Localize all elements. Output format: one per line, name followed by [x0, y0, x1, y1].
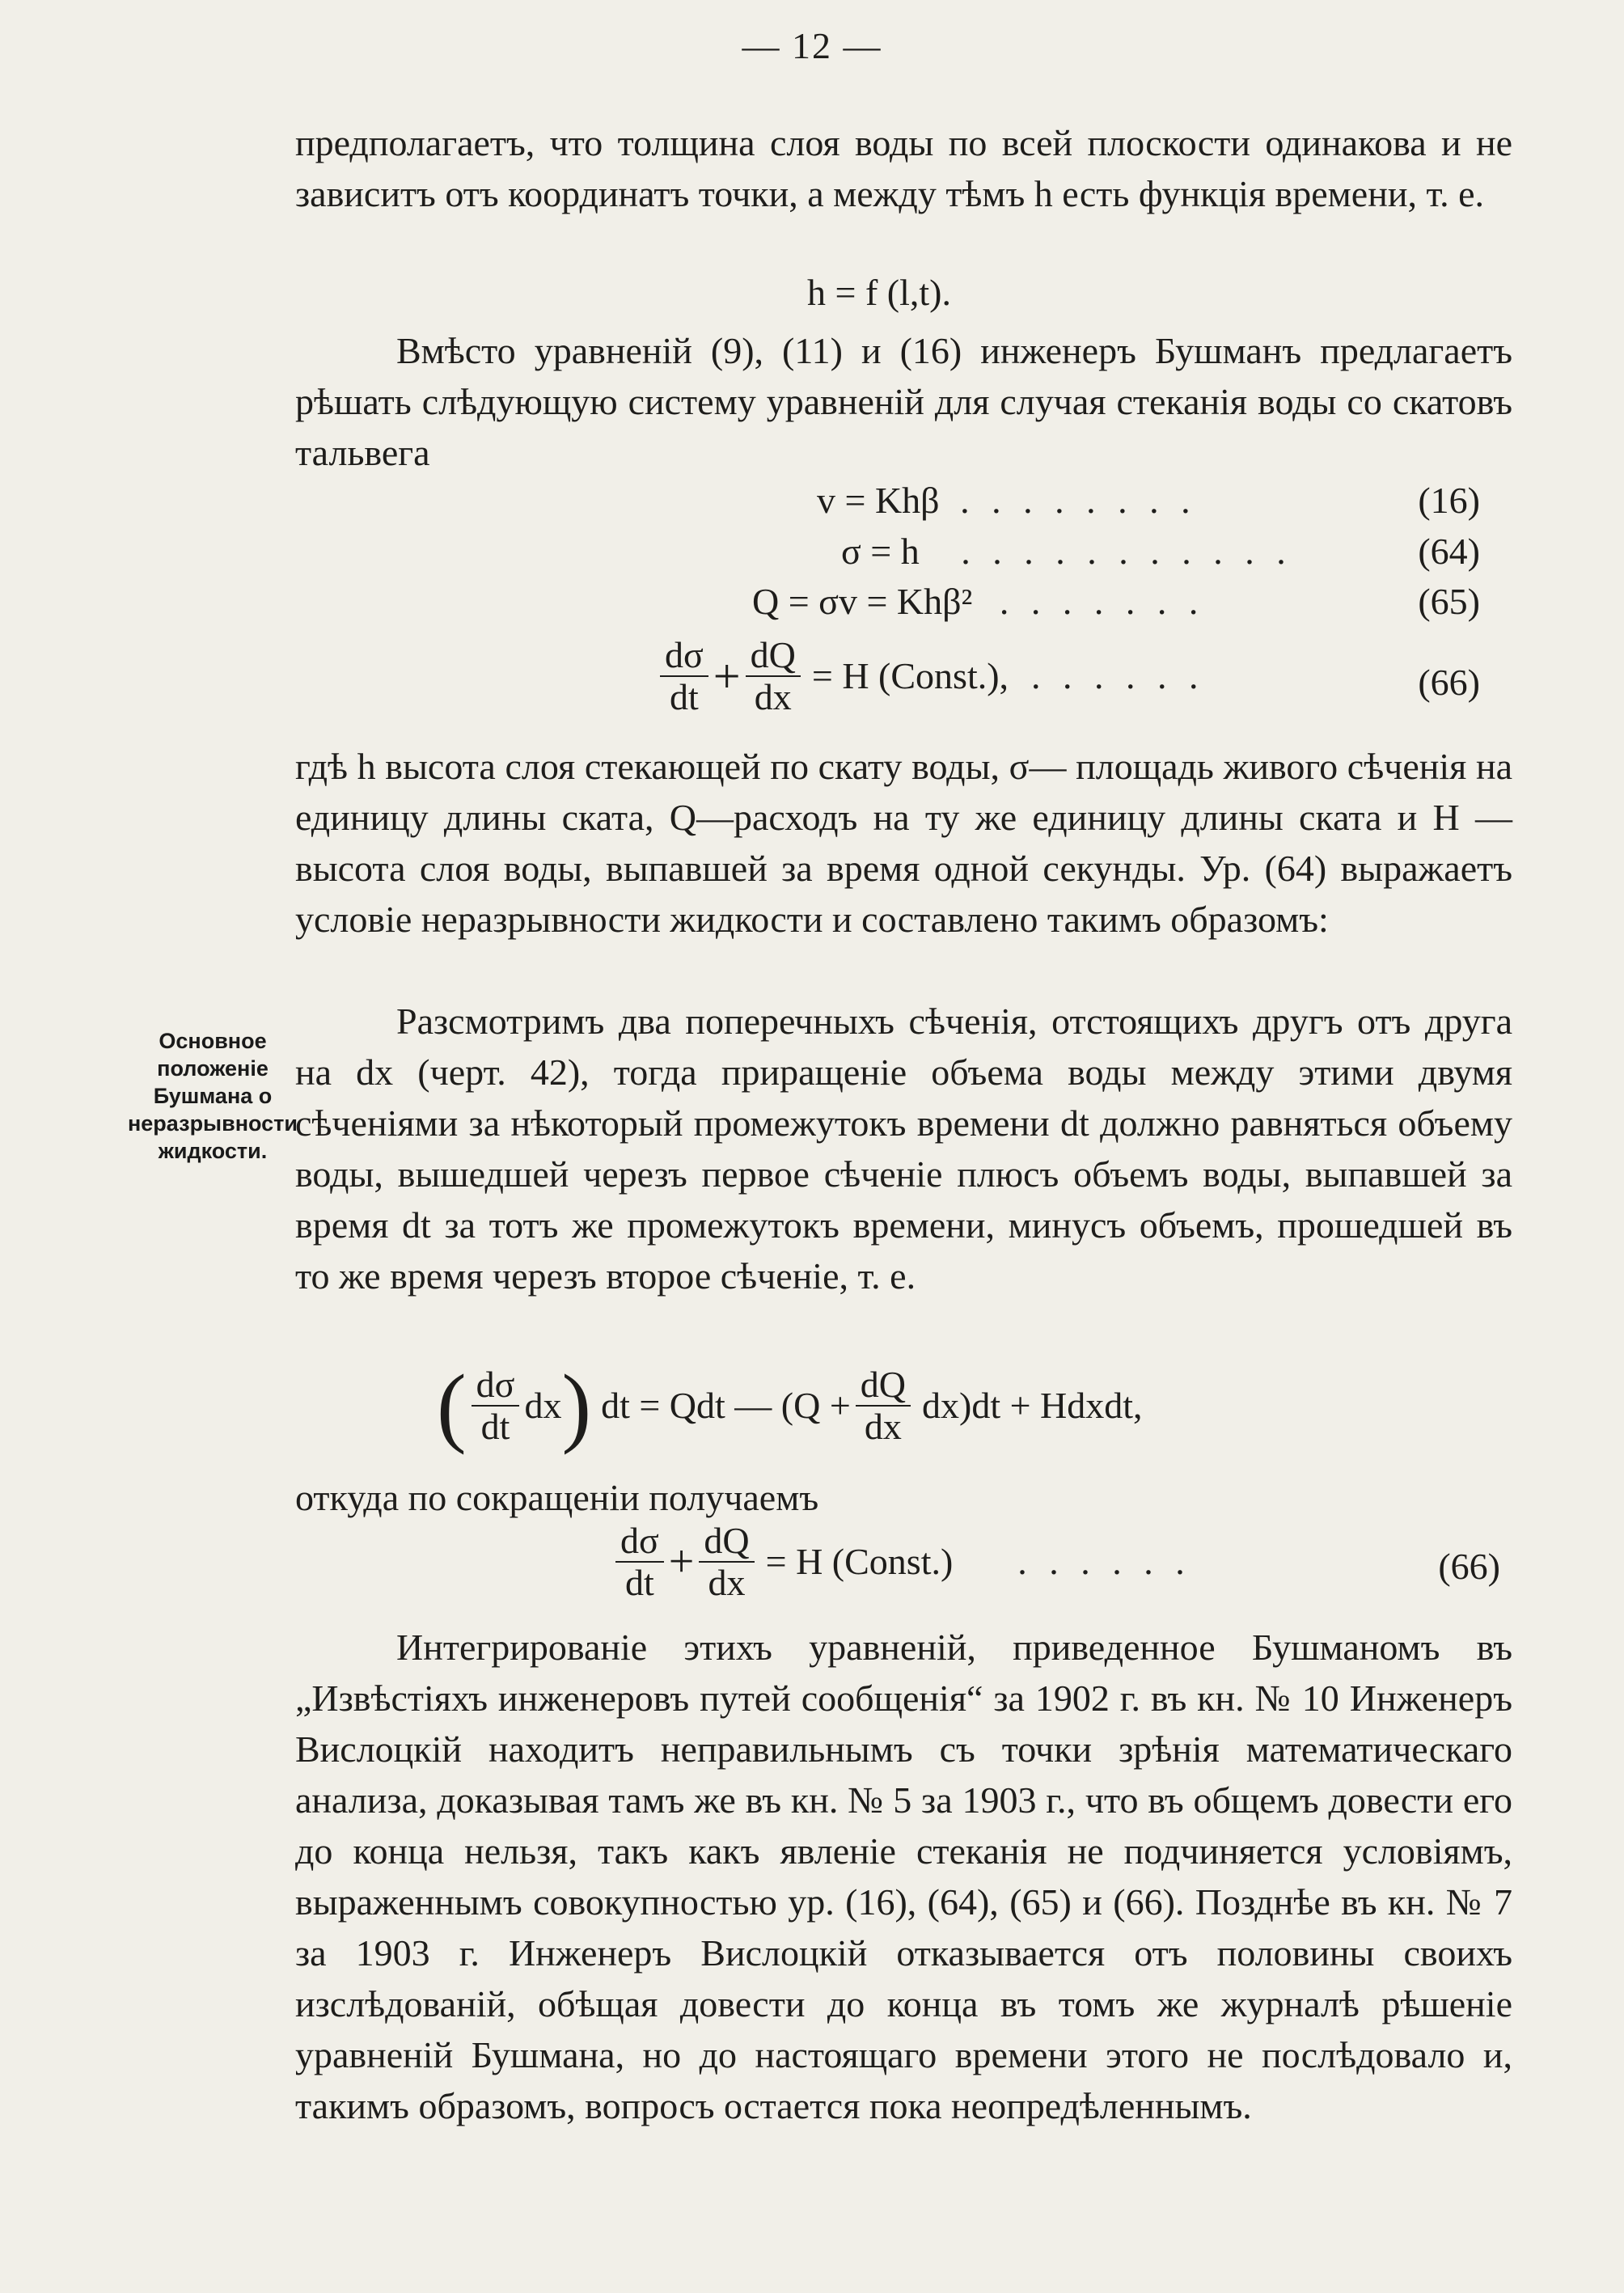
equation-16-dots: . . . . . . . . — [960, 480, 1197, 521]
fraction-dsigma-dt: $\frac{d\sigma}{dt}$ — [615, 1521, 664, 1603]
equation-65-dots: . . . . . . . — [999, 581, 1205, 622]
margin-note: Основное положеніе Бушмана о неразрывности жидкости. — [127, 1029, 298, 1163]
fraction-dsigma-dt: $\frac{d\sigma}{dt}$ — [472, 1364, 520, 1447]
equation-64-number: (64) — [1418, 531, 1480, 572]
paragraph-6: Интегрированіе этихъ уравненій, приведенное Бушманомъ въ „Извѣстіяхъ инженеровъ путей сообщенія“ за 1902 г. въ кн. № 10 Инженеръ Вислоцкій находитъ неправильнымъ съ точки зрѣнія математическаго анализа, доказывая тамъ же въ кн. № 5 за 1903 г., что въ общемъ довести его до конца нельзя, такъ какъ явленіе стеканія не подчиняется условіямъ, выраженнымъ совокупностью ур. (16), (64), (65) и (66). Позднѣе въ кн. № 7 за 1903 г. Инженеръ Вислоцкій отказывается отъ половины своихъ изслѣдованій, обѣщая довести до конца въ томъ же журналѣ рѣшеніе уравненій Бушмана, но до настоящаго времени этого не послѣдовало и, такимъ образомъ, вопросъ остается пока неопредѣленнымъ. — [295, 1627, 1512, 2126]
equation-65-number: (65) — [1418, 581, 1480, 622]
paragraph-4: Разсмотримъ два поперечныхъ сѣченія, отстоящихъ другъ отъ друга на dx (черт. 42), тогда приращеніе объема воды между этими двумя сѣченіями за нѣкоторый промежутокъ времени dt должно равняться объему воды, вышедшей черезъ первое сѣченіе плюсъ объемъ воды, выпавшей за время dt за тотъ же промежутокъ времени, минусъ объемъ, прошедшей въ то же время черезъ второе сѣченіе, т. е. — [295, 1001, 1512, 1297]
equation-16-number: (16) — [1418, 480, 1480, 521]
equation-16-expr: v = Khβ — [817, 480, 940, 521]
equation-64-expr: σ = h — [841, 531, 920, 572]
paragraph-1: предполагаетъ, что толщина слоя воды по всей плоскости одинакова и не зависитъ отъ координатъ точки, а между тѣмъ h есть функція времени, т. е. — [295, 122, 1512, 214]
equation-66-repeat-number: (66) — [1438, 1546, 1500, 1587]
equation-66-repeat: $\frac{d\sigma}{dt}$ + $\frac{dQ}{dx}$ = H (Const.) . . . . . . (66) — [611, 1521, 1500, 1603]
equation-65-expr: Q = σv = Khβ² — [752, 581, 973, 622]
equation-64 — [841, 530, 1480, 573]
equation-65 — [752, 580, 1480, 624]
equation-66: $\frac{d\sigma}{dt}$ + $\frac{dQ}{dx}$ = H (Const.), . . . . . . (66) — [655, 635, 1480, 717]
formula-h-function: h = f (l,t). — [807, 272, 951, 313]
paragraph-5: откуда по сокращеніи получаемъ — [295, 1477, 819, 1518]
fraction-dq-dx: $\frac{dQ}{dx}$ — [699, 1521, 754, 1603]
equation-66-number: (66) — [1418, 662, 1480, 703]
fraction-dsigma-dt: $\frac{d\sigma}{dt}$ — [660, 635, 708, 717]
page-number: — 12 — — [742, 25, 882, 66]
fraction-dq-dx: $\frac{dQ}{dx}$ — [746, 635, 801, 717]
paragraph-3: гдѣ h высота слоя стекающей по скату воды, σ— площадь живого сѣченія на единицу длины ската, Q—расходъ на ту же единицу длины ската и H —высота слоя воды, выпавшей за время одной секунды. Ур. (64) выражаетъ условіе неразрывности жидкости и составлено такимъ образомъ: — [295, 746, 1512, 940]
equation-64-dots: . . . . . . . . . . . — [961, 531, 1292, 572]
fraction-dq-dx: $\frac{dQ}{dx}$ — [856, 1364, 911, 1447]
paragraph-2: Вмѣсто уравненій (9), (11) и (16) инженеръ Бушманъ предлагаетъ рѣшать слѣдующую систему уравненій для случая стеканія воды со скатовъ тальвега — [295, 330, 1512, 473]
balance-equation: ( $\frac{d\sigma}{dt}$ dx ) dt = Qdt — (Q + $\frac{dQ}{dx}$ dx)dt + Hdxdt, — [437, 1356, 1143, 1455]
equation-16 — [817, 479, 1480, 522]
